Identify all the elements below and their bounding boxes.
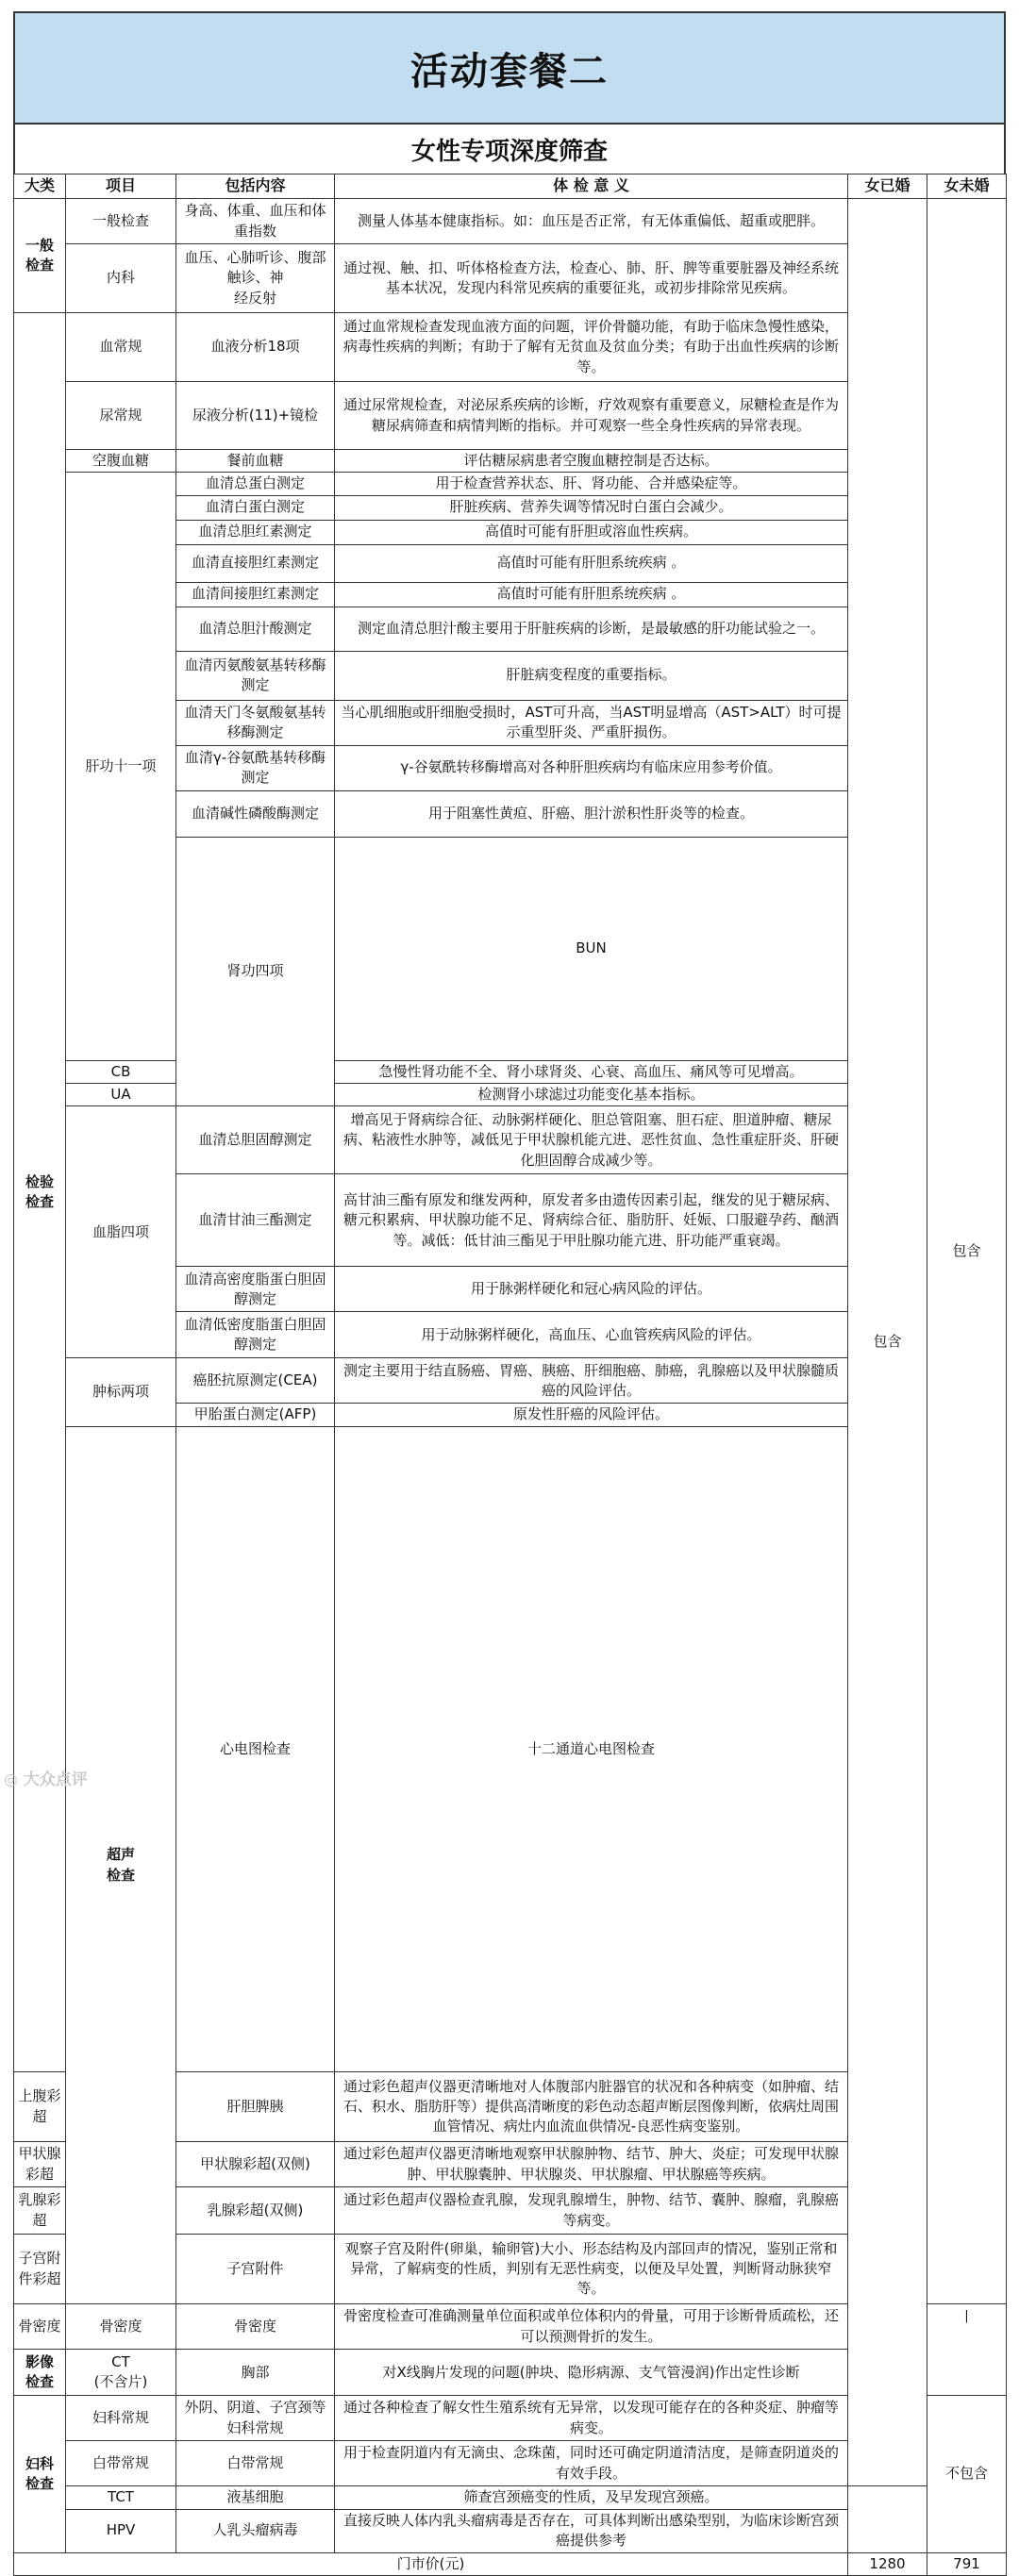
project-cell: 肿标两项	[66, 1358, 176, 1426]
category-bone: 骨密度	[14, 2304, 66, 2350]
content-cell: 肝胆脾胰	[176, 2072, 335, 2142]
content-cell: 血清碱性磷酸酶测定	[176, 790, 335, 837]
project-cell: 骨密度	[66, 2304, 176, 2350]
meaning-cell: 观察子宫及附件(卵巢，输卵管)大小、形态结构及内部回声的情况，鉴别正常和异常，了解病变的性质，判别有无恶性病变，以便及早处置，判断肾动脉狭窄等。	[335, 2235, 848, 2304]
unmarried-price: 791	[927, 2552, 1007, 2575]
category-lab: 检验 检查	[14, 313, 66, 2072]
content-cell: 甲胎蛋白测定(AFP)	[176, 1404, 335, 1426]
married-price: 1280	[848, 2552, 927, 2575]
content-cell: 液基细胞	[176, 2486, 335, 2509]
watermark	[4, 1766, 88, 1789]
project-cell: 一般检查	[66, 199, 176, 244]
project-cell: 肾功四项	[176, 837, 335, 1106]
project-cell: 尿常规	[66, 382, 176, 450]
project-cell: 甲状腺彩超	[14, 2142, 66, 2187]
unmarried-mark: |	[964, 2309, 969, 2324]
content-cell: 血清高密度脂蛋白胆固醇测定	[176, 1267, 335, 1312]
category-ultrasound: 超声 检查	[66, 1426, 176, 2304]
meaning-cell: 通过视、触、扣、听体格检查方法，检查心、肺、肝、脾等重要脏器及神经系统基本状况，发现内科常见疾病的重要征兆，或初步排除常见疾病。	[335, 244, 848, 313]
meaning-cell: 用于脉粥样硬化和冠心病风险的评估。	[335, 1267, 848, 1312]
meaning-cell: 用于阻塞性黄疸、肝癌、胆汁淤积性肝炎等的检查。	[335, 790, 848, 837]
content-cell: 胸部	[176, 2350, 335, 2396]
content-cell: BUN	[335, 837, 848, 1060]
meaning-cell: 高值时可能有肝胆或溶血性疾病。	[335, 520, 848, 544]
project-cell: 肝功十一项	[66, 473, 176, 1061]
meaning-cell: 通过血常规检查发现血液方面的问题，评价骨髓功能，有助于临床急慢性感染，病毒性疾病的判断；有助于了解有无贫血及贫血分类；有助于出血性疾病的诊断等。	[335, 313, 848, 382]
watermark-icon: ◎	[4, 1770, 24, 1789]
meaning-cell: 原发性肝癌的风险评估。	[335, 1404, 848, 1426]
content-cell: 血清总胆汁酸测定	[176, 607, 335, 651]
meaning-cell: 通过彩色超声仪器更清晰地观察甲状腺肿物、结节、肿大、炎症；可发现甲状腺肿、甲状腺囊肿、甲状腺炎、甲状腺瘤、甲状腺癌等疾病。	[335, 2142, 848, 2187]
content-cell: 餐前血糖	[176, 450, 335, 473]
meaning-cell: 通过尿常规检查，对泌尿系疾病的诊断，疗效观察有重要意义，尿糖检查是作为糖尿病筛查和病情判断的指标。并可观察一些全身性疾病的异常表现。	[335, 382, 848, 450]
meaning-cell: 肝脏疾病、营养失调等情况时白蛋白会减少。	[335, 495, 848, 520]
meaning-cell: 急慢性肾功能不全、肾小球肾炎、心衰、高血压、痛风等可见增高。	[335, 1060, 848, 1083]
header-project: 项目	[66, 175, 176, 199]
content-cell: CB	[66, 1060, 176, 1083]
watermark-text: 大众点评	[23, 1770, 88, 1789]
project-cell: 乳腺彩超	[14, 2187, 66, 2235]
content-cell: 乳腺彩超(双侧)	[176, 2187, 335, 2235]
project-cell: CT (不含片)	[66, 2350, 176, 2396]
project-cell: 妇科常规	[66, 2396, 176, 2441]
table-header-row	[14, 175, 1007, 199]
meaning-cell: 当心肌细胞或肝细胞受损时，AST可升高，当AST明显增高（AST>ALT）时可提示重型肝炎、严重肝损伤。	[335, 700, 848, 745]
content-cell: 癌胚抗原测定(CEA)	[176, 1358, 335, 1404]
content-cell: 血清天门冬氨酸氨基转移酶测定	[176, 700, 335, 745]
header-unmarried: 女未婚	[927, 175, 1007, 199]
content-cell: 血液分析18项	[176, 313, 335, 382]
meaning-cell: 高值时可能有肝胆系统疾病 。	[335, 582, 848, 607]
meaning-cell: 检测肾小球滤过功能变化基本指标。	[335, 1084, 848, 1106]
content-cell: 白带常规	[176, 2441, 335, 2486]
category-general: 一般 检查	[14, 199, 66, 313]
unmarried-excluded: 不包含	[927, 2396, 1007, 2552]
project-cell: TCT	[66, 2486, 176, 2509]
content-cell: 血清丙氨酸氨基转移酶测定	[176, 651, 335, 700]
content-cell: 身高、体重、血压和体重指数	[176, 199, 335, 244]
price-label: 门市价(元)	[14, 2552, 848, 2575]
header-content: 包括内容	[176, 175, 335, 199]
content-cell: 骨密度	[176, 2304, 335, 2350]
unmarried-included: 包含	[927, 199, 1007, 2304]
header-category: 大类	[14, 175, 66, 199]
content-cell: 血清总蛋白测定	[176, 473, 335, 495]
meaning-cell: 直接反映人体内乳头瘤病毒是否存在，可具体判断出感染型别，为临床诊断宫颈癌提供参考	[335, 2509, 848, 2552]
content-cell: 尿液分析(11)+镜检	[176, 382, 335, 450]
header-meaning: 体 检 意 义	[335, 175, 848, 199]
content-cell: 子宫附件	[176, 2235, 335, 2304]
page-title: 活动套餐二	[13, 11, 1006, 125]
meaning-cell: 测定血清总胆汁酸主要用于肝脏疾病的诊断，是最敏感的肝功能试验之一。	[335, 607, 848, 651]
project-cell: 空腹血糖	[66, 450, 176, 473]
content-cell: 血清直接胆红素测定	[176, 544, 335, 582]
content-cell: 人乳头瘤病毒	[176, 2509, 335, 2552]
project-cell: 血常规	[66, 313, 176, 382]
meaning-cell: 用于检查阴道内有无滴虫、念珠菌，同时还可确定阴道清洁度，是筛查阴道炎的有效手段。	[335, 2441, 848, 2486]
category-imaging: 影像 检查	[14, 2350, 66, 2396]
price-row	[14, 2552, 1007, 2575]
meaning-cell: 用于检查营养状态、肝、肾功能、合并感染症等。	[335, 473, 848, 495]
project-cell: 血脂四项	[66, 1106, 176, 1358]
content-cell: 血清总胆红素测定	[176, 520, 335, 544]
meaning-cell: 测量人体基本健康指标。如：血压是否正常，有无体重偏低、超重或肥胖。	[335, 199, 848, 244]
meaning-cell: γ-谷氨酰转移酶增高对各种肝胆疾病均有临床应用参考价值。	[335, 745, 848, 790]
content-cell: 血清白蛋白测定	[176, 495, 335, 520]
meaning-cell: 评估糖尿病患者空腹血糖控制是否达标。	[335, 450, 848, 473]
meaning-cell: 通过各种检查了解女性生殖系统有无异常，以发现可能存在的各种炎症、肿瘤等病变。	[335, 2396, 848, 2441]
meaning-cell: 高甘油三酯有原发和继发两种，原发者多由遗传因素引起，继发的见于糖尿病、糖元积累病、甲状腺功能不足、肾病综合征、脂肪肝、妊娠、口服避孕药、酗酒等。减低：低甘油三酯见于甲肚腺功能亢进、肝功能严重衰竭。	[335, 1174, 848, 1267]
meaning-cell: 增高见于肾病综合征、动脉粥样硬化、胆总管阻塞、胆石症、胆道肿瘤、糖尿病、粘液性水肿等，减低见于甲状腺机能亢进、恶性贫血、急性重症肝炎、肝硬化胆固醇合成减少等。	[335, 1106, 848, 1174]
married-included: 包含	[848, 199, 927, 2486]
content-cell: 血清总胆固醇测定	[176, 1106, 335, 1174]
meaning-cell: 对X线胸片发现的问题(肿块、隐形病源、支气管漫润)作出定性诊断	[335, 2350, 848, 2396]
meaning-cell: 骨密度检查可准确测量单位面积或单位体积内的骨量，可用于诊断骨质疏松，还可以预测骨折的发生。	[335, 2304, 848, 2350]
meaning-cell: 通过彩色超声仪器更清晰地对人体腹部内脏器官的状况和各种病变（如肿瘤、结石、积水、脂肪肝等）提供高清晰度的彩色动态超声断层图像判断，依病灶周围血管情况、病灶内血流血供情况-良恶性病变鉴别。	[335, 2072, 848, 2142]
table-row	[14, 2486, 1007, 2509]
content-cell: 血压、心肺听诊、腹部触诊、神 经反射	[176, 244, 335, 313]
project-cell: 子宫附件彩超	[14, 2235, 66, 2304]
meaning-cell: 通过彩色超声仪器检查乳腺，发现乳腺增生，肿物、结节、囊肿、腺瘤，乳腺癌等病变。	[335, 2187, 848, 2235]
meaning-cell: 筛查宫颈癌变的性质，及早发现宫颈癌。	[335, 2486, 848, 2509]
content-cell: 血清低密度脂蛋白胆固醇测定	[176, 1312, 335, 1358]
meaning-cell: 高值时可能有肝胆系统疾病 。	[335, 544, 848, 582]
married-gyn-cell	[848, 2486, 927, 2552]
content-cell: 血清γ-谷氨酰基转移酶测定	[176, 745, 335, 790]
meaning-cell: 测定主要用于结直肠癌、胃癌、胰癌、肝细胞癌、肺癌，乳腺癌以及甲状腺髓质癌的风险评估。	[335, 1358, 848, 1404]
unmarried-mark-cell	[927, 2304, 1007, 2396]
project-cell: 白带常规	[66, 2441, 176, 2486]
content-cell: 外阴、阴道、子宫颈等妇科常规	[176, 2396, 335, 2441]
exam-table	[13, 174, 1007, 2576]
project-cell: 上腹彩超	[14, 2072, 66, 2142]
header-married: 女已婚	[848, 175, 927, 199]
content-cell: 甲状腺彩超(双侧)	[176, 2142, 335, 2187]
project-cell: 心电图检查	[176, 1426, 335, 2072]
meaning-cell: 用于动脉粥样硬化，高血压、心血管疾病风险的评估。	[335, 1312, 848, 1358]
section-subtitle: 女性专项深度筛查	[13, 125, 1006, 174]
project-cell: HPV	[66, 2509, 176, 2552]
content-cell: 血清甘油三酯测定	[176, 1174, 335, 1267]
content-cell: UA	[66, 1084, 176, 1106]
category-gyn: 妇科 检查	[14, 2396, 66, 2552]
content-cell: 血清间接胆红素测定	[176, 582, 335, 607]
meaning-cell: 肝脏病变程度的重要指标。	[335, 651, 848, 700]
project-cell: 内科	[66, 244, 176, 313]
content-cell: 十二通道心电图检查	[335, 1426, 848, 2072]
table-row	[14, 199, 1007, 244]
